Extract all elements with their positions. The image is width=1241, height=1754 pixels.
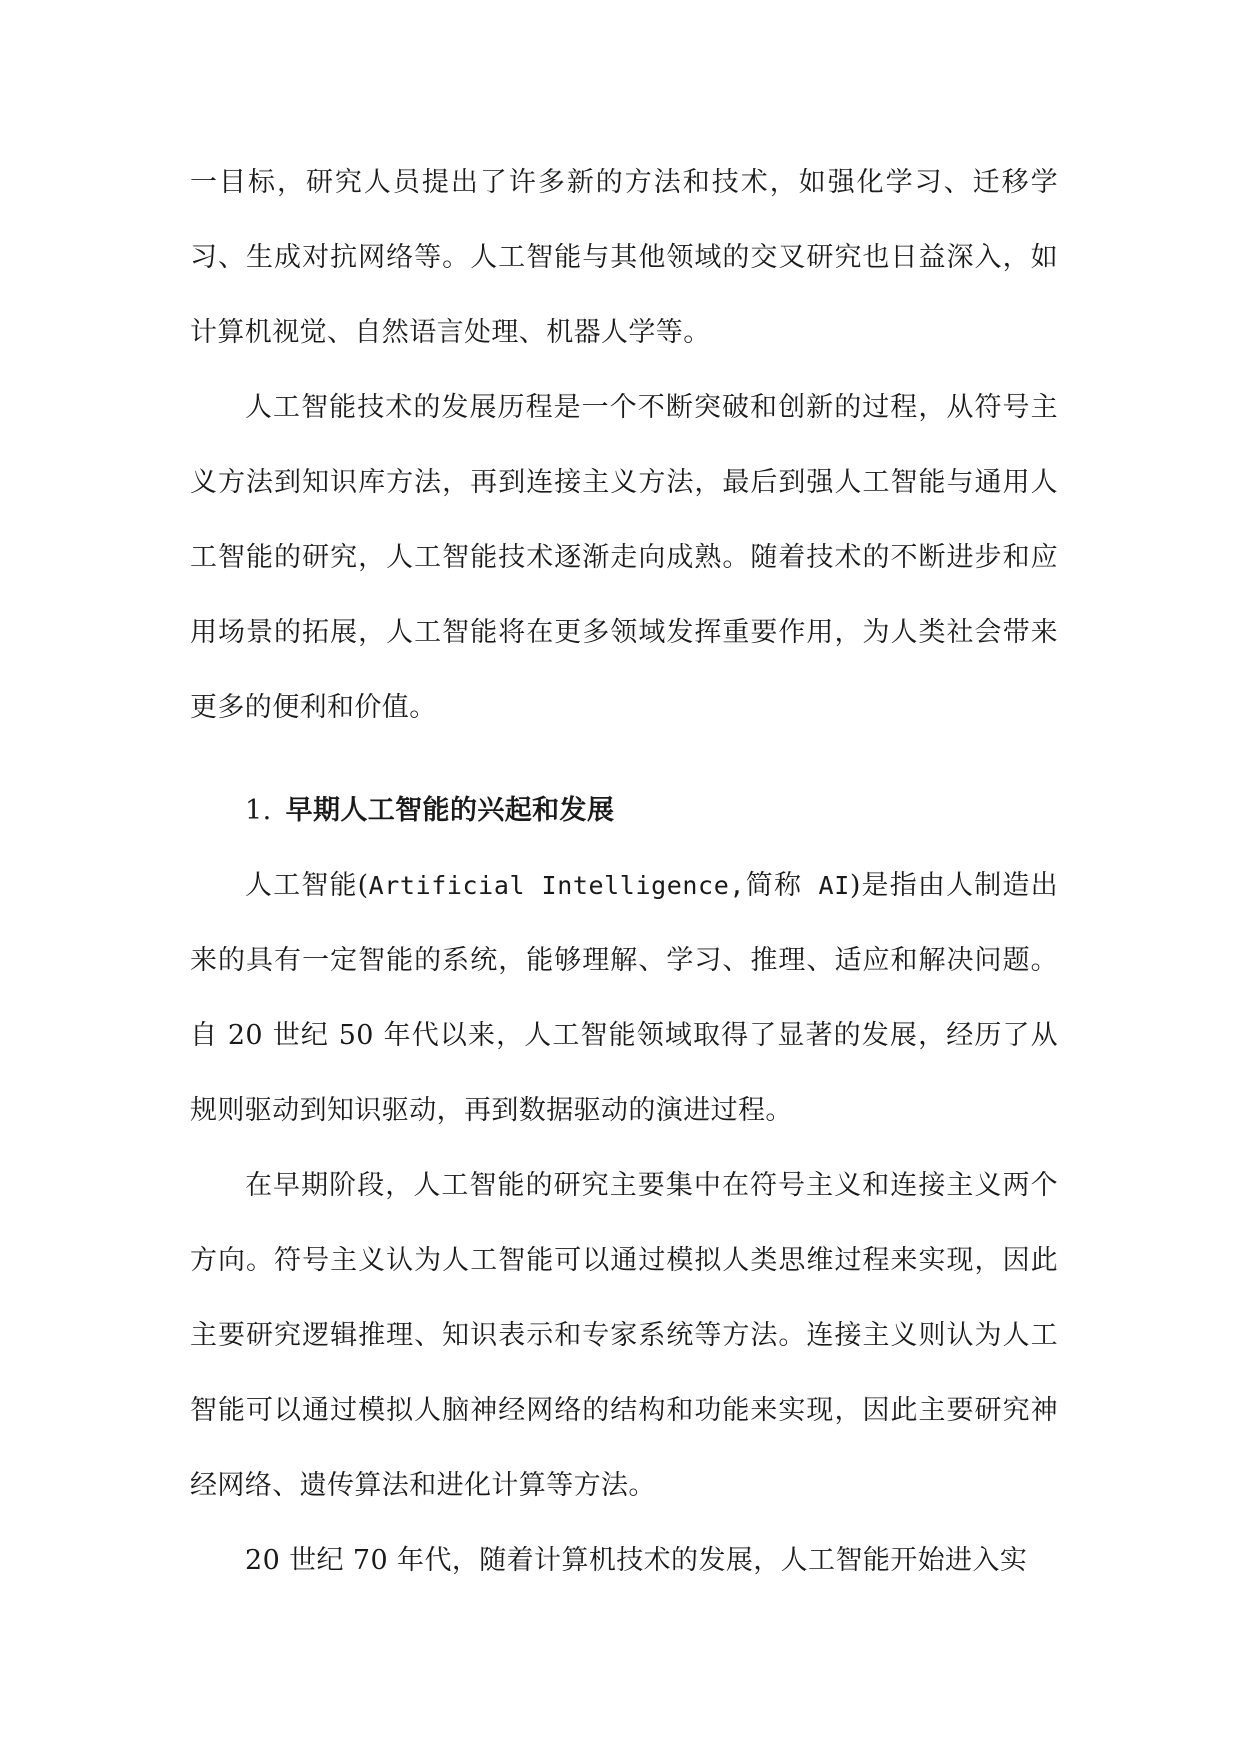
- section-heading: [190, 773, 1058, 848]
- paragraph-early-stage: 在早期阶段，人工智能的研究主要集中在符号主义和连接主义两个方向。符号主义认为人工智能可以通过模拟人类思维过程来实现，因此主要研究逻辑推理、知识表示和专家系统等方法。连接主义则认为人工智能可以通过模拟人脑神经网络的结构和功能来实现，因此主要研究神经网络、遗传算法和进化计算等方法。: [190, 1170, 1058, 1501]
- intro-english-term: Artificial Intelligence,: [368, 871, 746, 900]
- intro-suffix: )是指由人制造出来的具有一定智能的系统，能够理解、学习、推理、适应和解决问题。自 20 世纪 50 年代以来，人工智能领域取得了显著的发展，经历了从规则驱动到知识驱动，再到数据驱动的演进过程。: [190, 870, 1058, 1126]
- intro-abbreviation: AI: [802, 871, 850, 900]
- section-number: 1.: [245, 795, 272, 826]
- document-body: [190, 145, 1058, 1598]
- intro-prefix: 人工智能(: [245, 870, 369, 901]
- paragraph-intro: [190, 848, 1058, 1148]
- intro-middle: 简称: [745, 870, 803, 901]
- paragraph-summary: 人工智能技术的发展历程是一个不断突破和创新的过程，从符号主义方法到知识库方法，再到连接主义方法，最后到强人工智能与通用人工智能的研究，人工智能技术逐渐走向成熟。随着技术的不断进步和应用场景的拓展，人工智能将在更多领域发挥重要作用，为人类社会带来更多的便利和价值。: [190, 392, 1058, 723]
- section-title: 早期人工智能的兴起和发展: [285, 795, 615, 826]
- paragraph-1970s: 20 世纪 70 年代，随着计算机技术的发展，人工智能开始进入实: [245, 1545, 1028, 1576]
- paragraph-continuation: 一目标，研究人员提出了许多新的方法和技术，如强化学习、迁移学习、生成对抗网络等。人工智能与其他领域的交叉研究也日益深入，如计算机视觉、自然语言处理、机器人学等。: [190, 167, 1058, 348]
